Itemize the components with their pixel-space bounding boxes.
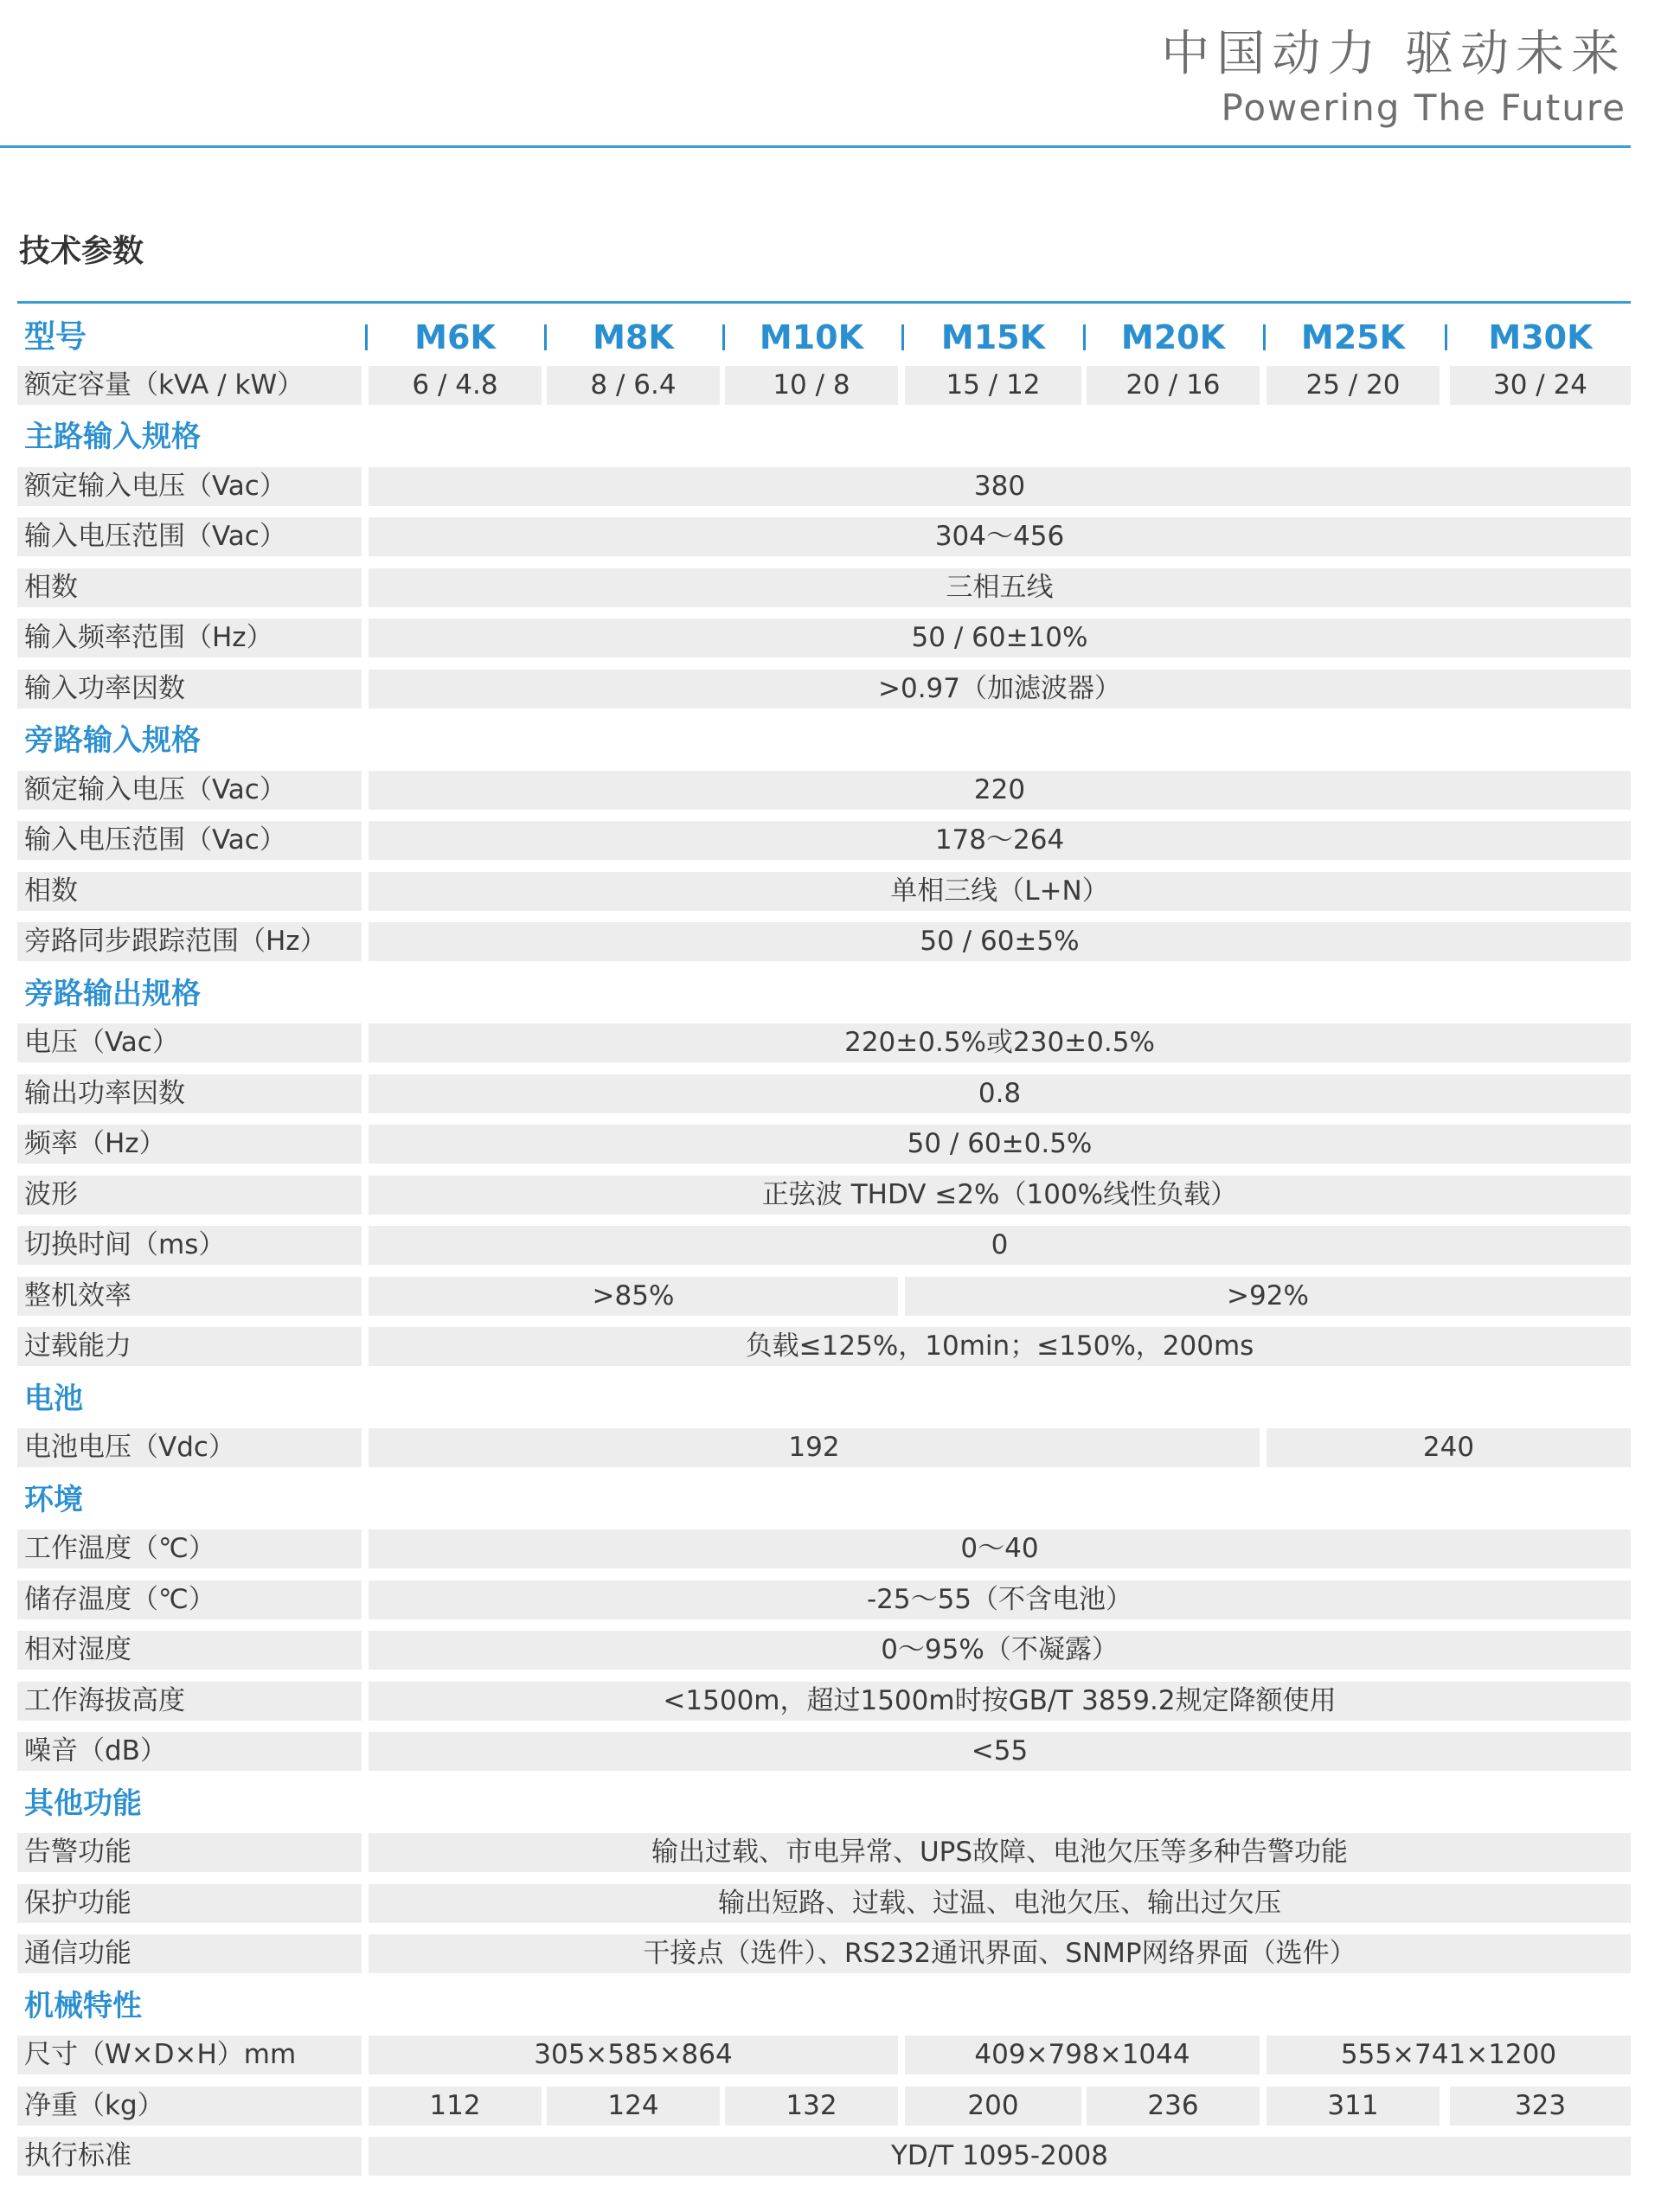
spec-value: 6 / 4.8	[369, 366, 542, 405]
group-title: 环境	[24, 1482, 83, 1517]
spec-value: 输出短路、过载、过温、电池欠压、输出过欠压	[369, 1884, 1631, 1923]
spec-value: 220	[369, 771, 1631, 810]
model-name: M8K	[593, 318, 674, 356]
spec-row-battery-voltage	[17, 1424, 1631, 1475]
spec-label: 通信功能	[17, 1934, 362, 1973]
spec-row	[17, 1120, 1631, 1171]
spec-row-weight	[17, 2082, 1631, 2133]
spec-label: 旁路同步跟踪范围（Hz）	[17, 922, 362, 961]
table-top-rule	[17, 301, 1631, 304]
spec-value: 50 / 60±10%	[369, 619, 1631, 657]
spec-value: 178～264	[369, 821, 1631, 860]
spec-label: 额定容量（kVA / kW）	[17, 366, 362, 405]
spec-value: YD/T 1095-2008	[369, 2137, 1631, 2176]
spec-value: 25 / 20	[1267, 366, 1440, 405]
model-name: M25K	[1300, 318, 1406, 356]
spec-row	[17, 614, 1631, 665]
spec-label: 整机效率	[17, 1277, 362, 1316]
spec-value: 30 / 24	[1450, 366, 1631, 405]
model-name: M15K	[940, 318, 1046, 356]
spec-value: 236	[1087, 2087, 1260, 2125]
spec-value: 409×798×1044	[905, 2036, 1260, 2074]
spec-table	[17, 301, 1631, 2183]
spec-row	[17, 1070, 1631, 1121]
spec-label: 额定输入电压（Vac）	[17, 771, 362, 810]
spec-value: 112	[369, 2087, 542, 2125]
spec-row	[17, 1677, 1631, 1728]
spec-value: 15 / 12	[905, 366, 1081, 405]
spec-label: 告警功能	[17, 1833, 362, 1872]
spec-label: 工作温度（℃）	[17, 1529, 362, 1568]
spec-value: 负载≤125%，10min；≤150%，200ms	[369, 1327, 1631, 1366]
spec-row	[17, 1221, 1631, 1273]
group-title: 其他功能	[24, 1786, 142, 1821]
spec-row	[17, 1171, 1631, 1222]
spec-value: 干接点（选件）、RS232通讯界面、SNMP网络界面（选件）	[369, 1934, 1631, 1973]
group-heading-environment	[17, 1475, 1631, 1526]
header-separator	[901, 324, 904, 350]
group-heading-other	[17, 1779, 1631, 1830]
spec-label: 过载能力	[17, 1327, 362, 1366]
page-title: 技术参数	[19, 234, 144, 269]
spec-row	[17, 766, 1631, 817]
spec-row	[17, 817, 1631, 868]
group-title: 旁路输出规格	[24, 976, 201, 1011]
model-header-row	[17, 311, 1631, 362]
group-heading-bypass-output	[17, 969, 1631, 1020]
spec-row	[17, 463, 1631, 514]
spec-value: 555×741×1200	[1267, 2036, 1631, 2074]
spec-value: 323	[1450, 2087, 1631, 2125]
spec-row	[17, 1576, 1631, 1627]
spec-value: 8 / 6.4	[547, 366, 720, 405]
spec-value: 三相五线	[369, 568, 1631, 607]
spec-value: 0～95%（不凝露）	[369, 1631, 1631, 1670]
spec-value: 132	[725, 2087, 898, 2125]
spec-value: 200	[905, 2087, 1081, 2125]
spec-label: 相数	[17, 568, 362, 607]
group-title: 主路输入规格	[24, 420, 201, 454]
group-heading-main-input	[17, 412, 1631, 463]
spec-label: 输出功率因数	[17, 1074, 362, 1113]
spec-label: 额定输入电压（Vac）	[17, 467, 362, 506]
spec-label: 相对湿度	[17, 1631, 362, 1670]
header-separator	[1263, 324, 1266, 350]
spec-value: >0.97（加滤波器）	[369, 670, 1631, 708]
spec-value: 正弦波 THDV ≤2%（100%线性负载）	[369, 1176, 1631, 1215]
spec-value: 304～456	[369, 517, 1631, 556]
model-name: M20K	[1120, 318, 1226, 356]
spec-value: 0	[369, 1226, 1631, 1265]
spec-value: 0.8	[369, 1074, 1631, 1113]
spec-value: 220±0.5%或230±0.5%	[369, 1023, 1631, 1062]
spec-row	[17, 918, 1631, 969]
spec-label: 输入频率范围（Hz）	[17, 619, 362, 657]
spec-label: 频率（Hz）	[17, 1125, 362, 1164]
spec-value: 192	[369, 1428, 1260, 1467]
spec-row	[17, 1829, 1631, 1880]
group-heading-mechanical	[17, 1981, 1631, 2032]
group-title: 电池	[24, 1381, 83, 1416]
spec-row	[17, 665, 1631, 716]
group-heading-bypass-input	[17, 715, 1631, 766]
spec-value: 305×585×864	[369, 2036, 898, 2074]
spec-value: -25～55（不含电池）	[369, 1580, 1631, 1619]
spec-row	[17, 513, 1631, 564]
spec-value: 0～40	[369, 1529, 1631, 1568]
spec-row-standard	[17, 2132, 1631, 2183]
spec-row	[17, 1626, 1631, 1677]
spec-value: 380	[369, 467, 1631, 506]
spec-label: 储存温度（℃）	[17, 1580, 362, 1619]
spec-value: <1500m，超过1500m时按GB/T 3859.2规定降额使用	[369, 1682, 1631, 1721]
spec-row-size	[17, 2031, 1631, 2082]
spec-value: 20 / 16	[1087, 366, 1260, 405]
spec-label: 电压（Vac）	[17, 1023, 362, 1062]
brand-slogan-cn: 中国动力 驱动未来	[1161, 26, 1626, 82]
group-heading-battery	[17, 1374, 1631, 1425]
spec-label: 执行标准	[17, 2137, 362, 2176]
spec-label: 切换时间（ms）	[17, 1226, 362, 1265]
spec-label: 输入功率因数	[17, 670, 362, 708]
spec-label: 净重（kg）	[17, 2087, 362, 2125]
spec-value: 50 / 60±0.5%	[369, 1125, 1631, 1164]
model-name: M30K	[1488, 318, 1593, 356]
spec-label: 噪音（dB）	[17, 1732, 362, 1771]
spec-value: >92%	[905, 1277, 1631, 1316]
spec-row	[17, 868, 1631, 919]
spec-row	[17, 1930, 1631, 1981]
spec-row	[17, 1525, 1631, 1576]
spec-label: 工作海拔高度	[17, 1682, 362, 1721]
spec-row-efficiency	[17, 1273, 1631, 1324]
model-header-label: 型号	[24, 319, 87, 355]
spec-value: 311	[1267, 2087, 1440, 2125]
spec-row	[17, 1019, 1631, 1070]
header-separator	[1083, 324, 1086, 350]
header-separator	[1445, 324, 1447, 350]
brand-block	[1161, 24, 1626, 131]
spec-row	[17, 564, 1631, 615]
spec-value: 240	[1267, 1428, 1631, 1467]
brand-slogan-en: Powering The Future	[1221, 87, 1626, 129]
spec-label: 输入电压范围（Vac）	[17, 517, 362, 556]
spec-row	[17, 1880, 1631, 1931]
spec-value: 50 / 60±5%	[369, 922, 1631, 961]
spec-value: 10 / 8	[725, 366, 898, 405]
model-name: M10K	[759, 318, 864, 356]
group-title: 旁路输入规格	[24, 723, 201, 758]
spec-row-capacity	[17, 362, 1631, 413]
group-title: 机械特性	[24, 1988, 142, 2023]
spec-value: 单相三线（L+N）	[369, 872, 1631, 911]
spec-value: 124	[547, 2087, 720, 2125]
spec-value: 输出过载、市电异常、UPS故障、电池欠压等多种告警功能	[369, 1833, 1631, 1872]
spec-label: 保护功能	[17, 1884, 362, 1923]
spec-label: 波形	[17, 1176, 362, 1215]
spec-row-overload	[17, 1323, 1631, 1374]
top-divider	[0, 145, 1631, 148]
spec-row	[17, 1728, 1631, 1779]
spec-label: 电池电压（Vdc）	[17, 1428, 362, 1467]
model-name: M6K	[414, 318, 496, 356]
spec-value: >85%	[369, 1277, 898, 1316]
spec-value: <55	[369, 1732, 1631, 1771]
header-separator	[365, 324, 368, 350]
spec-label: 尺寸（W×D×H）mm	[17, 2036, 362, 2074]
spec-label: 相数	[17, 872, 362, 911]
spec-label: 输入电压范围（Vac）	[17, 821, 362, 860]
